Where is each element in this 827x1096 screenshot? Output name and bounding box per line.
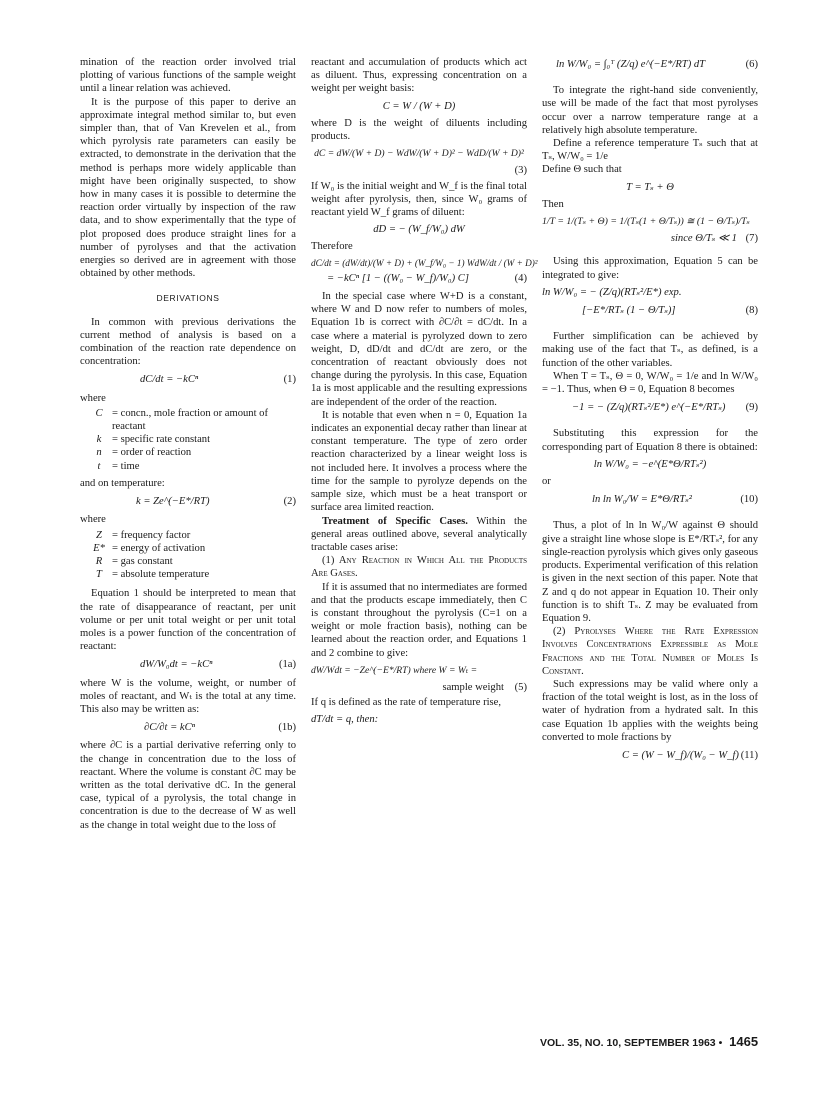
paragraph-common: In common with previous derivations the current method of analysis is based on a combination of the reaction rate dependence on concentration:	[80, 316, 296, 368]
paragraph-reactant: reactant and accumulation of products which act as diluent. Thus, expressing concentration on a weight per weight basis:	[311, 57, 527, 95]
equation-t: T = Tₛ + Θ	[626, 181, 674, 193]
paragraph-substituting: Substituting this expression for the corresponding part of Equation 8 there is obtained:	[542, 428, 758, 453]
paragraph-partial-derivative: where ∂C is a partial derivative referring only to the change in concentration due to the loss of reactant. Where the volume is constant ∂C may be written as the total derivative dC. In the general case, typical of a pyrolysis, the total change in concentration is due to the decrease of W as well as the change in total weight due to the loss of	[80, 740, 296, 831]
equation-1a	[80, 658, 296, 671]
paragraph-theta: Define Θ such that	[542, 164, 622, 176]
equation-7: 1/T = 1/(Tₛ + Θ) = 1/(Tₛ(1 + Θ/Tₛ)) ≅ (1 − Θ/Tₛ)/Tₛ	[542, 216, 750, 228]
where-label-2: where	[80, 514, 106, 526]
case-1-heading: (1) Any Reaction in Which All the Products Are Gases.	[311, 555, 527, 580]
equation-2-number: (2)	[283, 496, 296, 508]
paragraph-further-simplification: Further simplification can be achieved by making use of the fact that Tₛ, as defined, is a function of the other variables.	[542, 331, 758, 369]
equation-6-body: ln W/W₀ = ∫₀ᵀ (Z/q) e^(−E*/RT) dT	[556, 59, 706, 70]
definition-item: Z = frequency factor	[96, 529, 191, 541]
equation-1	[80, 373, 296, 386]
definition-item: C = concn., mole fraction or amount of reactant	[95, 407, 269, 433]
paragraph-equation-1-interpretation: Equation 1 should be interpreted to mean that the rate of disappearance of reactant, per unit volume or per unit total weight or per unit total moles is a power function of the concentration of reactant:	[80, 588, 296, 653]
equation-2-body: k = Ze^(−E*/RT)	[136, 496, 210, 508]
paragraph-integrate: To integrate the right-hand side conveniently, use will be made of the fact that most pyrolyses occur over a narrow temperature range at a relatively high absolute temperature.	[542, 85, 758, 136]
equation-4-number: (4)	[514, 272, 527, 284]
equation-10-pre: ln W/W₀ = −e^(E*Θ/RTₛ²)	[593, 458, 707, 470]
journal-citation: VOL. 35, NO. 10, SEPTEMBER 1963 •	[540, 1037, 723, 1049]
equation-5-tail	[311, 681, 527, 694]
section-heading: DERIVATIONS	[156, 293, 220, 304]
then-label: Then	[542, 198, 564, 210]
definition-item: t = time	[97, 460, 140, 472]
equation-3-number: (3)	[514, 165, 527, 177]
equation-1a-body: dW/W₀dt = −kCⁿ	[140, 659, 213, 671]
page-number: 1465	[729, 1034, 759, 1049]
equation-8-line2: [−E*/RTₛ (1 − Θ/Tₛ)]	[582, 305, 676, 317]
definition-item: T = absolute temperature	[96, 569, 210, 581]
column-left	[80, 56, 296, 832]
equation-9-number: (9)	[745, 402, 758, 414]
paragraph-special-case: In the special case where W+D is a constant, where W and D now refer to numbers of moles, Equation 1b is correct with ∂C/∂t = dC/dt. In a case where a material is pyrolyzed down to zero weight, D, dD/dt and dC/dt are zero, or the concentration of reactant obviously does not change during the pyrolysis. In this case, Equation 1a is most applicable and the resulting expressions are independent of the order of the reaction.	[311, 291, 527, 408]
paragraph-using-approximation: Using this approximation, Equation 5 can be integrated to give:	[542, 256, 758, 281]
equation-7-condition	[542, 232, 758, 245]
column-right	[542, 56, 758, 767]
equation-11-body: C = (W − W_f)/(W₀ − W_f)	[622, 749, 739, 761]
temperature-intro: and on temperature:	[80, 477, 165, 489]
paragraph-zero-order: It is notable that even when n = 0, Equation 1a indicates an exponential decay rather than linear at constant temperature. The type of zero order reaction characterized by a linear weight loss is not included here. It involves a process where the time for the sample to pyrolyze depends on the sample size, which must be a heat transport or surface area limited reaction.	[311, 409, 527, 514]
equation-2	[80, 495, 296, 508]
equation-1b-body: ∂C/∂t = kCⁿ	[144, 722, 195, 734]
equation-11	[542, 749, 758, 762]
equation-4	[311, 272, 527, 285]
equation-10-number: (10)	[740, 494, 758, 506]
equation-4-line2: = −kCⁿ [1 − ((W₀ − W_f)/W₀) C]	[327, 272, 469, 284]
equation-1-number: (1)	[283, 374, 296, 386]
paragraph-diluents: where D is the weight of diluents including products.	[311, 117, 527, 143]
equation-5: dW/Wdt = −Ze^(−E*/RT) where W = Wₜ =	[311, 664, 478, 676]
paragraph-reference-temperature: Define a reference temperature Tₛ such that at Tₛ, W/W₀ = 1/e	[542, 138, 758, 163]
definition-item: n = order of reaction	[96, 447, 192, 459]
paragraph-intro: mination of the reaction order involved trial plotting of various functions of the sample weight until a linear relation was achieved.	[80, 57, 296, 95]
paragraph-when: When T = Tₛ, Θ = 0, W/W₀ = 1/e and ln W/W₀ = −1. Thus, when Θ = 0, Equation 8 becomes	[542, 370, 758, 396]
equation-11-number: (11)	[740, 749, 758, 761]
paragraph-case-2: Such expressions may be valid where only a fraction of the total weight is lost, as in the loss of water of hydration from a hydrated salt. In this case Equation 1b applies with the weights being converted to mole fractions by	[542, 678, 758, 743]
equation-8-line1: ln W/W₀ = − (Z/q)(RTₛ²/E*) exp.	[542, 286, 682, 298]
definition-item: R = gas constant	[95, 555, 173, 567]
definition-item: E* = energy of activation	[93, 542, 206, 554]
equation-1b-number: (1b)	[278, 722, 296, 734]
paragraph-w-definition: where W is the volume, weight, or number of moles of reactant, and Wₜ is the total at any time. This also may be written as:	[80, 677, 296, 715]
or-label: or	[542, 476, 551, 488]
equation-5-sample-weight: sample weight	[442, 681, 504, 693]
equation-6-number: (6)	[745, 59, 758, 70]
equation-3: dC = dW/(W + D) − WdW/(W + D)² − WdD/(W + D)²	[314, 148, 524, 160]
therefore-label: Therefore	[311, 241, 353, 253]
equation-9	[542, 401, 758, 414]
column-middle	[311, 56, 538, 731]
paragraph-plot: Thus, a plot of ln ln W₀/W against Θ should give a straight line whose slope is E*/RTₛ², for any single-reaction pyrolysis which gives only gaseous products. Experimental verification of this relation is given in the next section of this paper. Note that Z and q do not appear in Equation 10. Their only function is to shift Tₛ. Z may be evaluated from Equation 9.	[542, 520, 758, 624]
equation-dd: dD = − (W_f/W₀) dW	[373, 224, 465, 236]
equation-4-line1: dC/dt = (dW/dt)/(W + D) + (W_f/W₀ − 1) WdW/dt / (W + D)²	[311, 257, 538, 268]
equation-9-body: −1 = − (Z/q)(RTₛ²/E*) e^(−E*/RTₛ)	[572, 402, 726, 414]
page-footer	[540, 1034, 758, 1049]
paragraph-case-1: If it is assumed that no intermediates are formed and that the products escape immediately, then C is constant throughout the pyrolysis (C=1 on a weight or mole fraction basis), nothing can be learned about the reaction order, and Equations 1 and 2 combine to give:	[311, 581, 527, 659]
definition-list-2	[80, 529, 296, 582]
definition-list-1	[80, 407, 296, 473]
equation-1a-number: (1a)	[278, 659, 296, 671]
where-label-1: where	[80, 392, 106, 404]
equation-7-since: since Θ/Tₛ ≪ 1	[670, 233, 737, 245]
equation-6	[542, 58, 758, 71]
equation-8	[542, 304, 758, 317]
equation-10-body: ln ln W₀/W = E*Θ/RTₛ²	[592, 494, 692, 506]
paragraph-initial-weight: If W₀ is the initial weight and W_f is the final total weight after pyrolysis, then, since W₀ grams of reactant yield W_f grams of diluent:	[311, 180, 527, 219]
paragraph-purpose: It is the purpose of this paper to derive an approximate integral method similar to, but even simpler than, that of Van Krevelen et al., from which pyrolysis rate parameters can easily be extracted, to demonstrate in the derivation that the method is perhaps more widely applicable than might have been originally suspected, to show how in many cases it is possible to determine the reaction order virtually by inspection of the raw data, and to show experimentally that the type of plot proposed does produce straight lines for a number of pyrolyses and that the activation energies so derived are in agreement with those obtained by other methods.	[80, 96, 296, 280]
equation-7-number: (7)	[745, 233, 758, 245]
equation-5-number: (5)	[514, 681, 527, 693]
equation-1b	[80, 721, 296, 734]
definition-item: k = specific rate constant	[96, 434, 211, 446]
paragraph-treatment: Within the general areas outlined above, several analytically tractable cases arise:	[311, 515, 527, 553]
equation-8-number: (8)	[745, 305, 758, 317]
equation-concentration: C = W / (W + D)	[382, 100, 456, 112]
equation-dtdt: dT/dt = q, then:	[311, 714, 379, 726]
equation-10	[542, 493, 758, 506]
paragraph-rate-q: If q is defined as the rate of temperature rise,	[311, 697, 502, 709]
treatment-heading: Treatment of Specific Cases.	[322, 515, 468, 527]
case-2-heading: (2) Pyrolyses Where the Rate Expression Involves Concentrations Expressible as Mole Fractions and the Total Number of Moles Is Constant.	[542, 626, 758, 677]
equation-1-body: dC/dt = −kCⁿ	[140, 374, 199, 386]
